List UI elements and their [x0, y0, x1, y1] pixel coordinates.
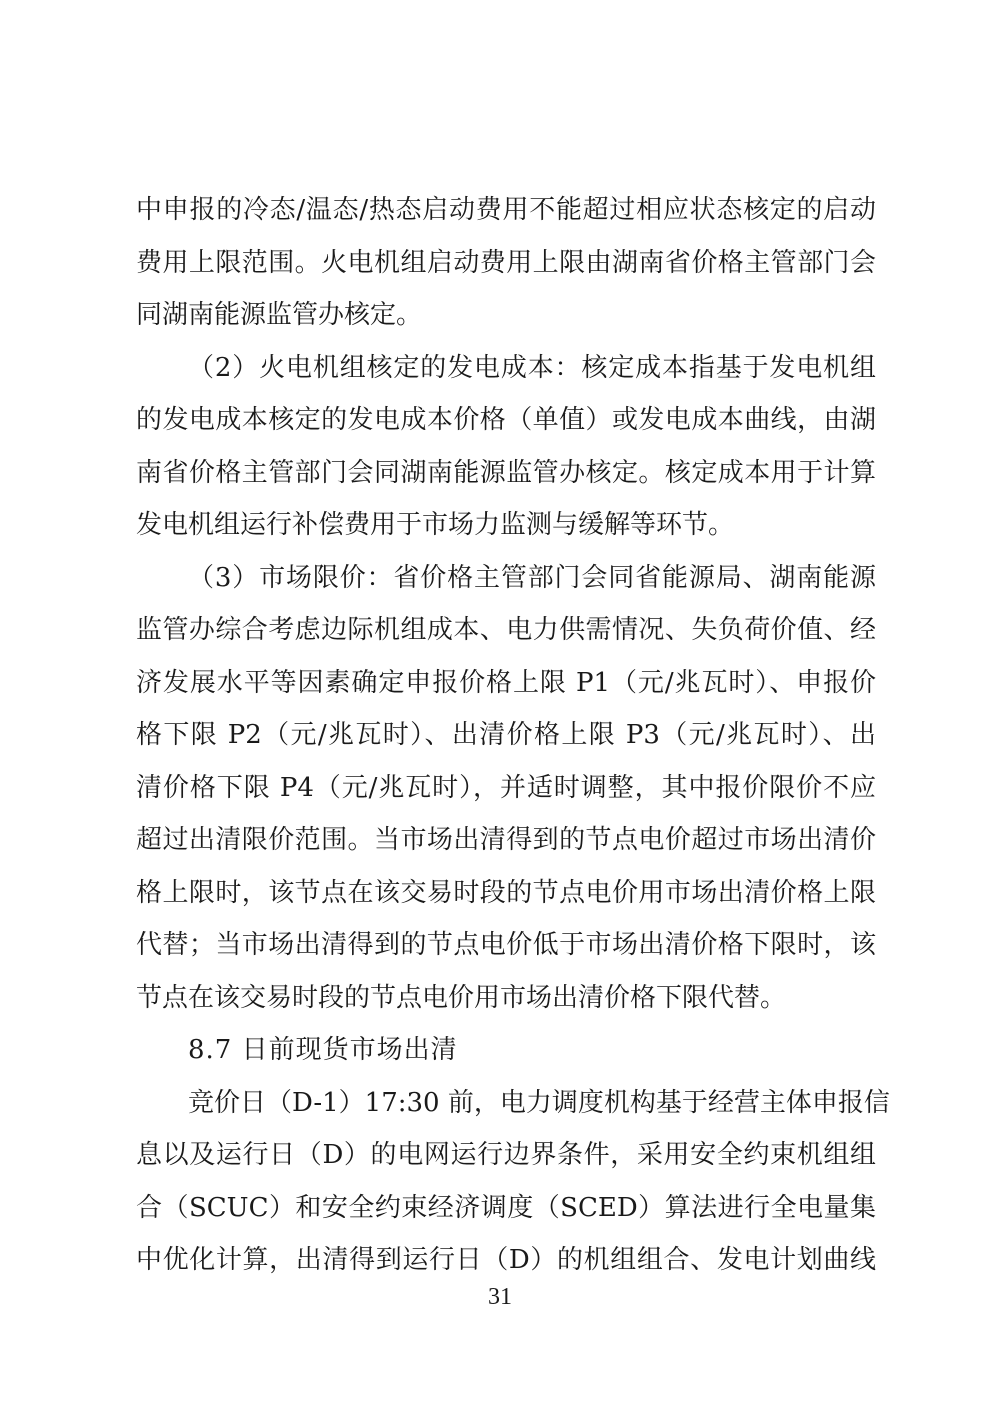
- paragraph-line: 合（SCUC）和安全约束经济调度（SCED）算法进行全电量集: [136, 1192, 876, 1223]
- paragraph: [136, 552, 876, 1025]
- paragraph-line: 监管办综合考虑边际机组成本、电力供需情况、失负荷价值、经: [136, 615, 876, 645]
- paragraph-line: 超过出清限价范围。当市场出清得到的节点电价超过市场出清价: [136, 825, 876, 855]
- paragraph-line: （3）市场限价：省价格主管部门会同省能源局、湖南能源: [188, 562, 876, 593]
- document-body: [136, 184, 890, 1287]
- paragraph-line: 同湖南能源监管办核定。: [136, 300, 423, 330]
- section-heading: [136, 1024, 876, 1077]
- page-number: 31: [488, 1284, 512, 1310]
- paragraph-line: （2）火电机组核定的发电成本：核定成本指基于发电机组: [188, 352, 876, 383]
- paragraph-line: 南省价格主管部门会同湖南能源监管办核定。核定成本用于计算: [136, 457, 876, 488]
- paragraph-line: 清价格下限 P4（元/兆瓦时），并适时调整，其中报价限价不应: [136, 772, 876, 803]
- paragraph-line: 中优化计算，出清得到运行日（D）的机组组合、发电计划曲线: [136, 1245, 876, 1275]
- paragraph: [136, 1077, 890, 1287]
- paragraph-line: 息以及运行日（D）的电网运行边界条件，采用安全约束机组组: [136, 1140, 876, 1170]
- paragraph: [136, 184, 876, 342]
- paragraph-line: 的发电成本核定的发电成本价格（单值）或发电成本曲线，由湖: [136, 405, 876, 435]
- paragraph-line: 格下限 P2（元/兆瓦时）、出清价格上限 P3（元/兆瓦时）、出: [136, 720, 876, 750]
- paragraph-line: 节点在该交易时段的节点电价用市场出清价格下限代替。: [136, 982, 787, 1013]
- paragraph-line: 8.7 日前现货市场出清: [188, 1035, 458, 1065]
- paragraph-line: 代替；当市场出清得到的节点电价低于市场出清价格下限时，该: [136, 930, 876, 960]
- paragraph-line: 济发展水平等因素确定申报价格上限 P1（元/兆瓦时）、申报价: [136, 667, 876, 698]
- paragraph-line: 格上限时，该节点在该交易时段的节点电价用市场出清价格上限: [136, 877, 876, 908]
- paragraph-line: 发电机组运行补偿费用于市场力监测与缓解等环节。: [136, 510, 735, 540]
- paragraph-line: 费用上限范围。火电机组启动费用上限由湖南省价格主管部门会: [136, 247, 876, 278]
- paragraph-line: 竞价日（D-1）17:30 前，电力调度机构基于经营主体申报信: [188, 1087, 890, 1118]
- paragraph-line: 中申报的冷态/温态/热态启动费用不能超过相应状态核定的启动: [136, 195, 876, 225]
- paragraph: [136, 342, 876, 552]
